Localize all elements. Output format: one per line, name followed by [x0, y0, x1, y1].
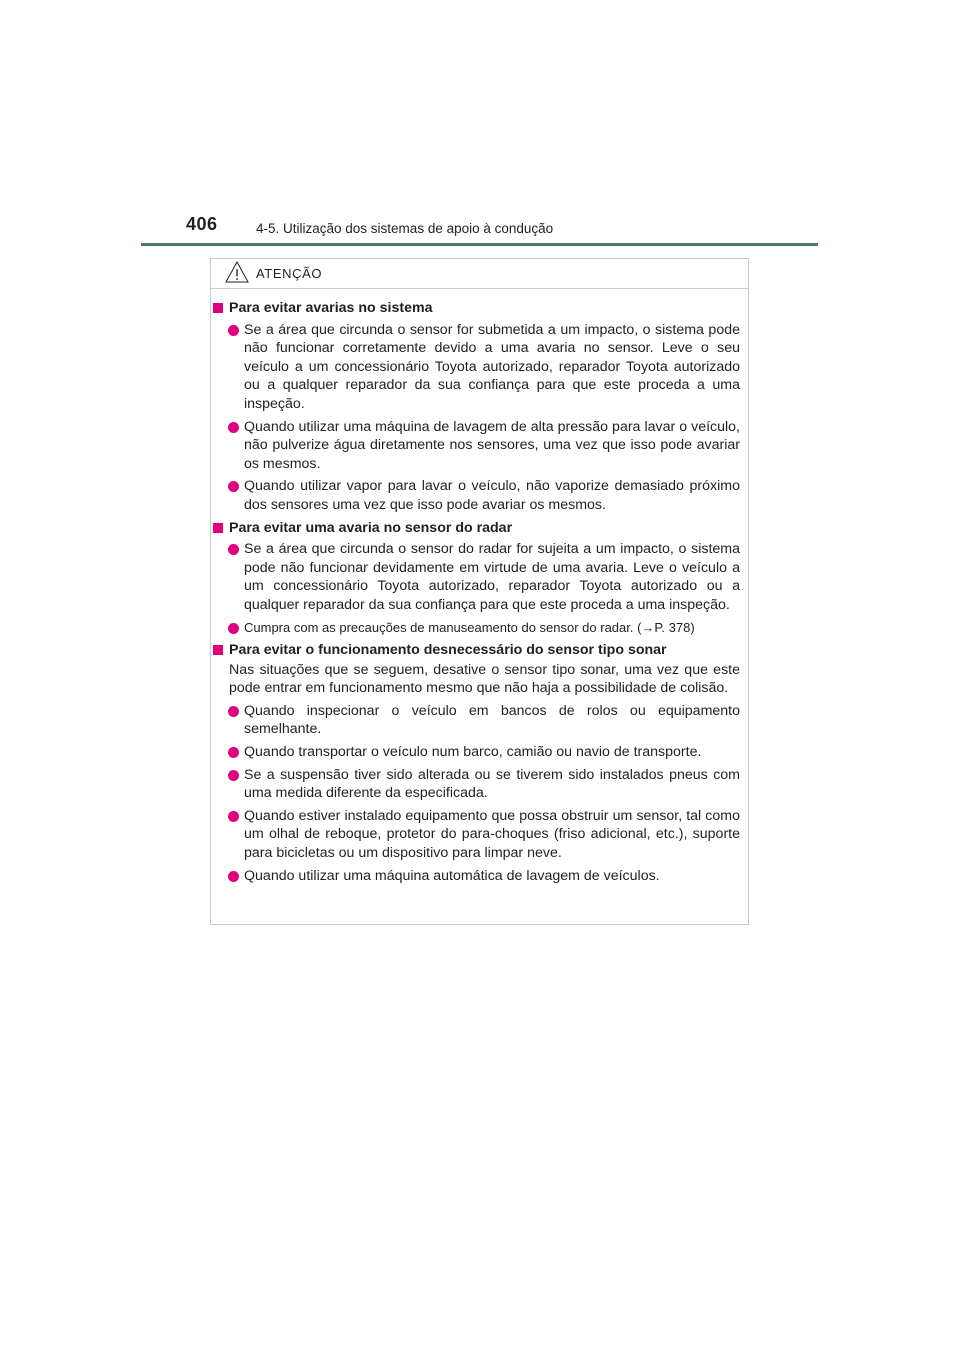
circle-bullet-icon — [228, 706, 239, 717]
list-item — [211, 477, 740, 514]
item-text: Quando utilizar vapor para lavar o veículo, não vaporize demasiado próximo dos sensores uma vez que isso pode avariar os mesmos. — [244, 478, 740, 513]
circle-bullet-icon — [228, 811, 239, 822]
list-item — [211, 619, 740, 638]
section-title: 4-5. Utilização dos sistemas de apoio à condução — [256, 221, 554, 236]
circle-bullet-icon — [228, 325, 239, 336]
circle-bullet-icon — [228, 422, 239, 433]
list-item — [211, 702, 740, 739]
warning-body — [211, 299, 748, 885]
item-text: Se a suspensão tiver sido alterada ou se tiverem sido instalados pneus com uma medida diferente da especificada. — [244, 766, 740, 802]
item-text: Quando utilizar uma máquina automática de lavagem de veículos. — [244, 867, 660, 884]
item-text: Quando transportar o veículo num barco, camião ou navio de transporte. — [244, 744, 702, 761]
section-heading — [211, 519, 740, 538]
item-text: Cumpra com as precauções de manuseamento do sensor do radar. (→P. 378) — [244, 619, 695, 635]
list-item — [211, 807, 740, 863]
list-item — [211, 321, 740, 414]
circle-bullet-icon — [228, 747, 239, 758]
item-text: Quando inspecionar o veículo em bancos de rolos ou equipamento semelhante. — [244, 702, 740, 738]
list-item — [211, 418, 740, 474]
warning-box — [210, 258, 749, 925]
heading-text: Para evitar o funcionamento desnecessário do sensor tipo sonar — [229, 642, 667, 659]
heading-text: Para evitar uma avaria no sensor do radar — [229, 519, 513, 536]
list-item — [211, 540, 740, 614]
list-item — [211, 743, 740, 762]
square-bullet-icon — [213, 303, 223, 313]
item-text: Quando estiver instalado equipamento que possa obstruir um sensor, tal como um olhal de reboque, protetor do para-choques (friso adicional, etc.), suporte para bicicletas ou um dispositivo para limpar neve. — [244, 807, 740, 862]
list-item — [211, 766, 740, 803]
circle-bullet-icon — [228, 481, 239, 492]
warning-triangle-icon — [225, 261, 249, 283]
square-bullet-icon — [213, 523, 223, 533]
circle-bullet-icon — [228, 770, 239, 781]
item-text: Quando utilizar uma máquina de lavagem de alta pressão para lavar o veículo, não pulverize água diretamente nos sensores, uma vez que isso pode avariar os mesmos. — [244, 418, 740, 472]
page-number: 406 — [186, 214, 218, 234]
item-text: Se a área que circunda o sensor for submetida a um impacto, o sistema pode não funcionar corretamente devido a uma avaria no sensor. Leve o seu veículo a um concessionário Toyota autorizado, reparador Toyota autorizado ou a qualquer reparador da sua confiança para que este proceda a uma inspeção. — [244, 321, 740, 412]
warning-title: ATENÇÃO — [256, 266, 323, 281]
circle-bullet-icon — [228, 544, 239, 555]
item-text: Se a área que circunda o sensor do radar for sujeita a um impacto, o sistema pode não funcionar devidamente em virtude de uma avaria. Leve o veículo a um concessionário Toyota autorizado, reparador Toyota autorizado ou a qualquer reparador da sua confiança para que este proceda a uma inspeção. — [244, 541, 740, 613]
warning-header — [211, 259, 748, 289]
list-item — [211, 867, 740, 886]
circle-bullet-icon — [228, 871, 239, 882]
square-bullet-icon — [213, 645, 223, 655]
section-heading — [211, 299, 740, 318]
circle-bullet-icon — [228, 623, 239, 634]
header-rule — [141, 243, 818, 246]
section-heading — [211, 641, 740, 660]
section-intro: Nas situações que se seguem, desative o sensor tipo sonar, uma vez que este pode entrar em funcionamento mesmo que não haja a possibilidade de colisão. — [229, 661, 740, 697]
heading-text: Para evitar avarias no sistema — [229, 300, 433, 316]
